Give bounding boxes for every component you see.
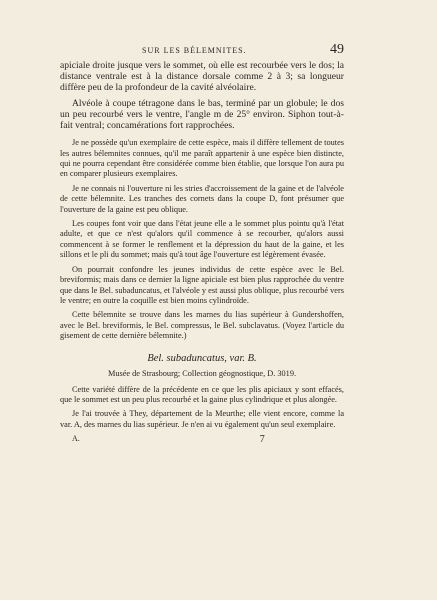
page-footer (60, 434, 344, 445)
paragraph-alveole: Alvéole à coupe tétragone dans le bas, terminé par un globule; le dos un peu recourbé vers le ventre, l'angle m de 25° environ. Siphon tout-à-fait ventral; concamérations fort rapprochées. (60, 97, 344, 132)
page-content (60, 42, 344, 445)
variety-title: Bel. subaduncatus, var. B. (147, 352, 257, 364)
paragraph-coupes: Les coupes font voir que dans l'état jeune elle a le sommet plus pointu qu'à l'état adulte, et que ce n'est qu'alors qu'il commence à se recourber, qu'alors aussi commencent à se former le renflement et la dépression du haut de la gaine, et les sillons et le pli du sommet; mais qu'à tout âge l'ouverture est légèrement évasée. (60, 219, 344, 260)
running-title: SUR LES BÉLEMNITES. (142, 46, 247, 55)
paragraph-comparaison: On pourrait confondre les jeunes individus de cette espèce avec le Bel. breviformis; mais dans ce dernier la ligne apiciale est bien plus rapprochée du ventre que dans le Bel. subaduncatus, et l'alvéole y est aussi plus oblique, plus recourbé vers le ventre; en outre la coquille est bien moins cylindroïde. (60, 264, 344, 305)
variety-reference: Musée de Strasbourg; Collection géognostique, D. 3019. (107, 368, 297, 378)
paragraph-exemplaire: Je ne possède qu'un exemplaire de cette espèce, mais il diffère tellement de toutes les autres bélemnites connues, qu'il me paraît appartenir à une espèce bien distincte, qui ne pourra cependant être considérée comme bien établie, que lorsque l'on aura pu en comparer plusieurs exemplaires. (60, 138, 344, 179)
paragraph-continuation: apiciale droite jusque vers le sommet, où elle est recourbée vers le dos; la distance ventrale est à la distance dorsale comme 2 à 3; sa longueur diffère peu de la profondeur de la cavité alvéolaire. (60, 60, 344, 94)
page-header (60, 42, 344, 58)
paragraph-ouverture: Je ne connais ni l'ouverture ni les stries d'accroissement de la gaine et de l'alvéole de cette bélemnite. Les tranches des cornets dans la coupe D, font présumer que l'ouverture de la gaine est peu oblique. (60, 183, 344, 214)
variety-paragraph-description: Cette variété diffère de la précédente en ce que les plis apiciaux y sont effacés, que le sommet est un peu plus recourbé et la gaine plus cylindrique et plus alongée. (60, 384, 344, 404)
sheet-number: 7 (259, 434, 265, 446)
paragraph-gisement: Cette bélemnite se trouve dans les marnes du lias supérieur à Gundershoffen, avec le Bel. breviformis, le Bel. compressus, le Bel. subclavatus. (Voyez l'article du gisement de cette dernière bélemnite.) (60, 310, 344, 341)
signature-mark: A. (72, 434, 80, 444)
variety-paragraph-location: Je l'ai trouvée à They, département de la Meurthe; elle vient encore, comme la var. A, des marnes du lias supérieur. Je n'en ai vu également qu'un seul exemplaire. (60, 409, 344, 429)
page-number: 49 (330, 42, 344, 57)
